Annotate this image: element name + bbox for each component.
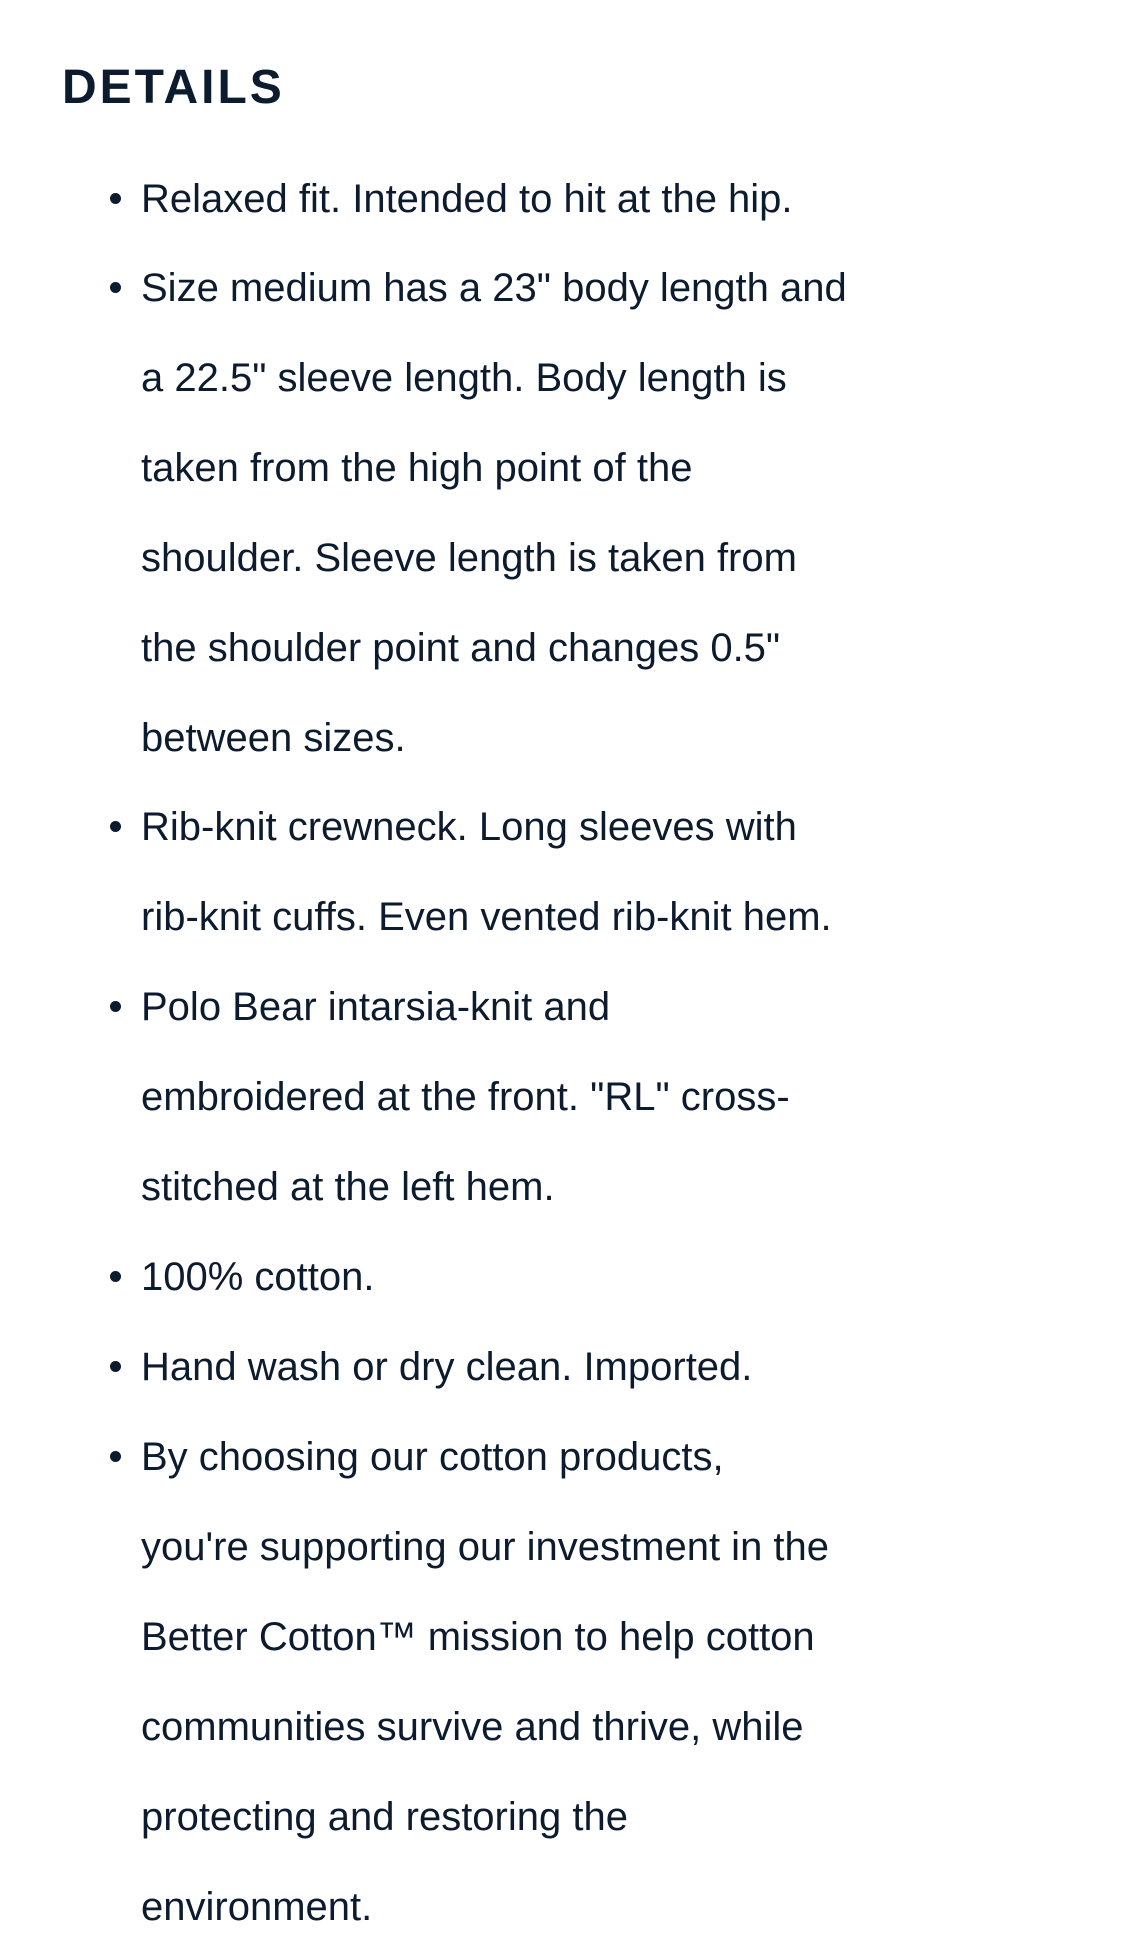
details-item-text: By choosing our cotton products, you're supporting our investment in the Better Cotton™ mission to help cotton communities survive and thrive, while protecting and restoring the environment. xyxy=(141,1435,830,1929)
bullet-icon xyxy=(110,1451,121,1462)
bullet-icon xyxy=(110,1361,121,1372)
details-item-text: Polo Bear intarsia-knit and embroidered at the front. "RL" cross- stitched at the left hem. xyxy=(141,985,790,1209)
details-item-text: 100% cotton. xyxy=(141,1255,375,1299)
bullet-icon xyxy=(110,1001,121,1012)
bullet-icon xyxy=(110,821,121,832)
details-item-text: Relaxed fit. Intended to hit at the hip. xyxy=(141,177,793,221)
details-heading: DETAILS xyxy=(62,61,285,114)
bullet-icon xyxy=(110,282,121,293)
details-item-text: Rib-knit crewneck. Long sleeves with rib-knit cuffs. Even vented rib-knit hem. xyxy=(141,805,832,939)
bullet-icon xyxy=(110,193,121,204)
details-item-text: Size medium has a 23" body length and a 22.5" sleeve length. Body length is taken from the high point of the shoulder. Sleeve length is taken from the shoulder point and changes 0.5" between sizes. xyxy=(141,266,847,760)
details-item-text: Hand wash or dry clean. Imported. xyxy=(141,1345,753,1389)
bullet-icon xyxy=(110,1271,121,1282)
